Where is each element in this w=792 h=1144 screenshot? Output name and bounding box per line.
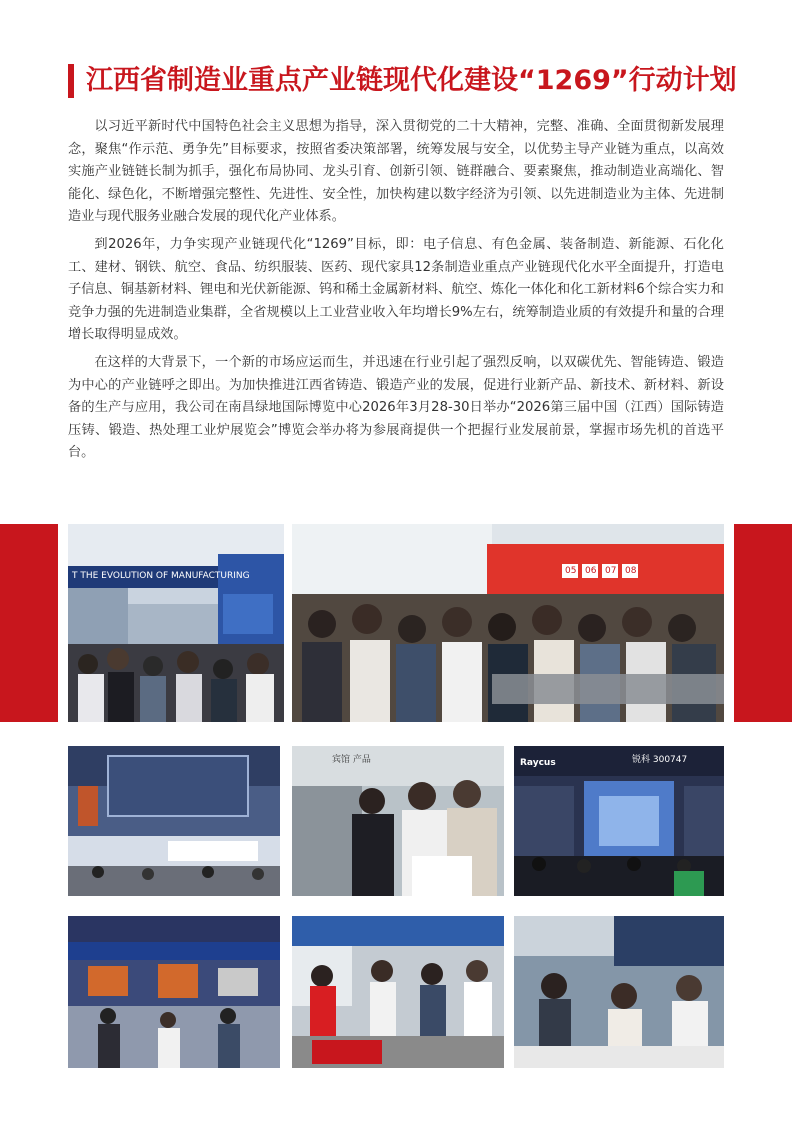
photo-expo-hall-crowd [68,524,284,722]
photo2-number-4: 08 [625,566,637,576]
photo-business-meeting [514,916,724,1068]
photo-product-inspection [292,746,504,896]
gallery-accent-right [734,524,792,722]
gallery-accent-left [0,524,58,722]
photo5-brand-text-2: 锐科 300747 [632,755,688,765]
photo2-number-1: 05 [565,566,577,576]
photo-exhibitors-booth [292,916,504,1068]
photo-industrial-booth [68,916,280,1068]
paragraph-1: 以习近平新时代中国特色社会主义思想为指导，深入贯彻党的二十大精神，完整、准确、全面贯彻新发展理念，聚焦“作示范、勇争先”目标要求，按照省委决策部署，统筹发展与安全，以优势主导产业链为重点，以高效实施产业链链长制为抓手，强化布局协同、龙头引育、创新引领、链群融合、要素聚焦，推动制造业高端化、智能化、绿色化，不断增强完整性、先进性、安全性，加快构建以数字经济为引领、以先进制造业为主体、先进制造业与现代服务业融合发展的现代化产业体系。 [68,119,724,225]
photo5-brand-text: Raycus [520,758,556,768]
photo2-number-3: 07 [605,566,617,576]
page-title: 江西省制造业重点产业链现代化建设“1269”行动计划 [86,65,737,96]
photo-registration-crowd [292,524,724,722]
photo2-number-2: 06 [585,566,597,576]
photo-raycus-booth [514,746,724,896]
title-accent-bar [68,64,74,98]
photo4-sign-text: 宾馆 产品 [332,755,371,765]
paragraph-2: 到2026年，力争实现产业链现代化“1269”目标，即：电子信息、有色金属、装备制造、新能源、石化化工、建材、钢铁、航空、食品、纺织服装、医药、现代家具12条制造业重点产业链现代化水平全面提升，打造电子信息、铜基新材料、锂电和光伏新能源、钨和稀土金属新材料、航空、炼化一体化和化工新材料6个综合实力和竞争力强的先进制造业集群，全省规模以上工业营业收入年均增长9%左右，统筹制造业质的有效提升和量的合理增长取得明显成效。 [68,236,724,343]
photo-robot-booth [68,746,280,896]
paragraph-3: 在这样的大背景下，一个新的市场应运而生，并迅速在行业引起了强烈反响，以双碳优先、智能铸造、锻造为中心的产业链呼之即出。为加快推进江西省铸造、锻造产业的发展，促进行业新产品、新技术、新材料、新设备的生产与应用，我公司在南昌绿地国际博览中心2026年3月28-30日举办“2026第三届中国（江西）国际铸造压铸、锻造、热处理工业炉展览会”博览会举办将为参展商提供一个把握行业发展前景，掌握市场先机的首选平台。 [68,354,724,461]
photo1-sign-text: T THE EVOLUTION OF MANUFACTURING [72,571,250,581]
article-body [68,116,724,470]
